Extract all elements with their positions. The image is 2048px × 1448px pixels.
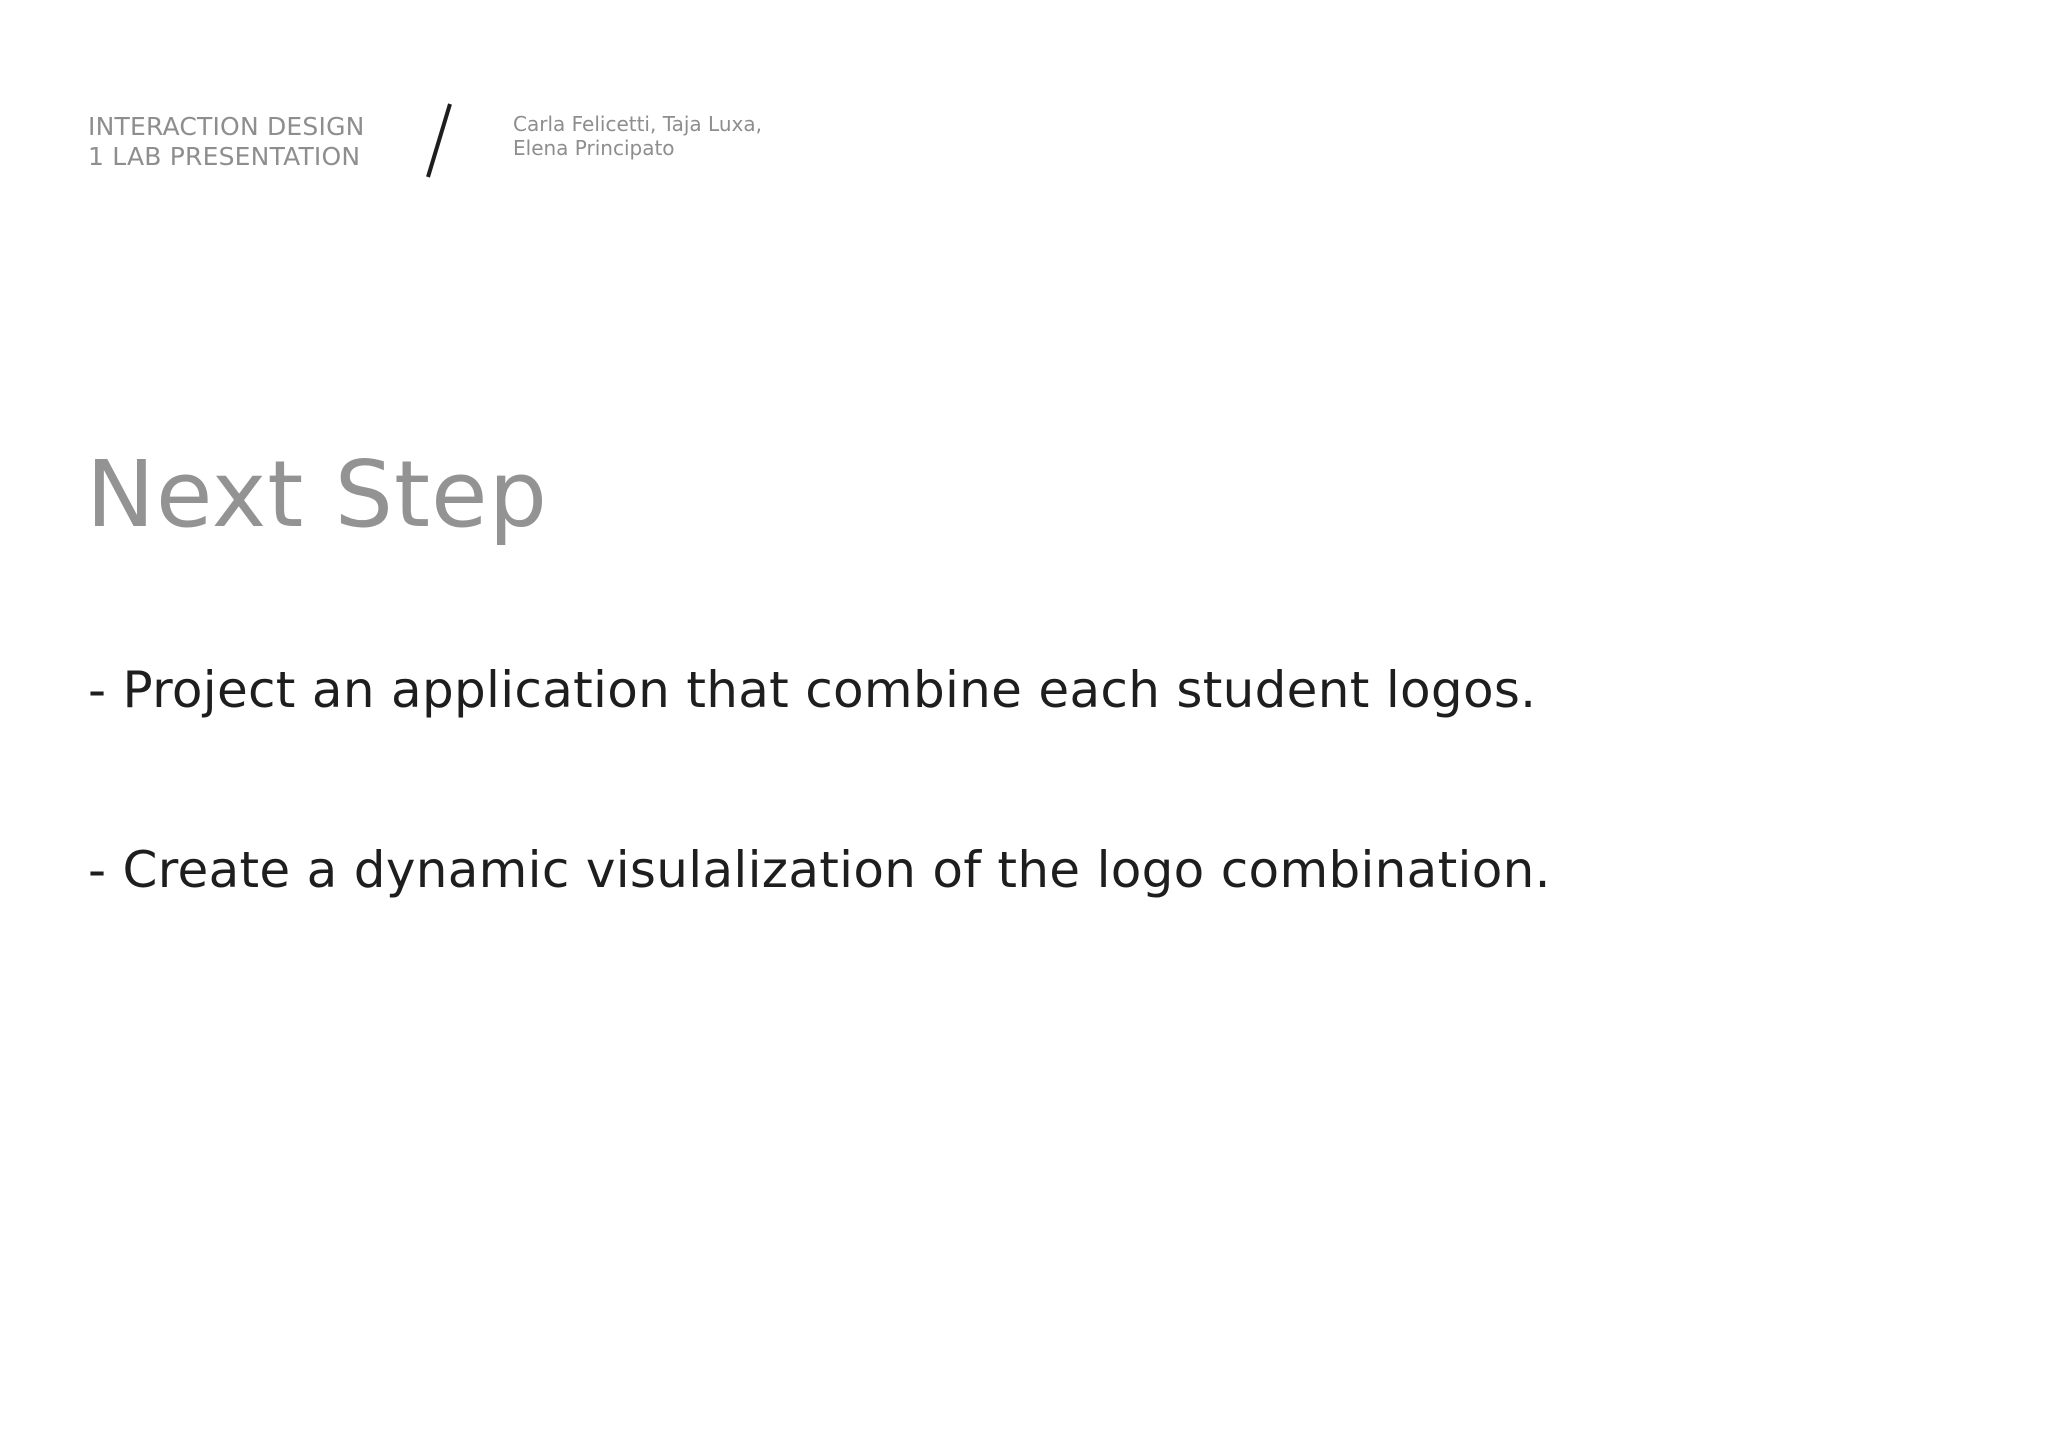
authors-line-1: Carla Felicetti, Taja Luxa, bbox=[513, 112, 762, 136]
bullet-list bbox=[88, 650, 1551, 1010]
course-title bbox=[88, 112, 365, 172]
authors-line-2: Elena Principato bbox=[513, 136, 675, 160]
slide-title: Next Step bbox=[86, 441, 549, 548]
authors bbox=[513, 112, 762, 160]
course-title-line-1: INTERACTION DESIGN bbox=[88, 112, 365, 141]
course-title-line-2: 1 LAB PRESENTATION bbox=[88, 142, 361, 171]
slash-divider-icon bbox=[412, 84, 472, 194]
bullet-item-1: - Project an application that combine each student logos. bbox=[88, 661, 1537, 719]
bullet-item-2: - Create a dynamic visulalization of the logo combination. bbox=[88, 841, 1551, 899]
